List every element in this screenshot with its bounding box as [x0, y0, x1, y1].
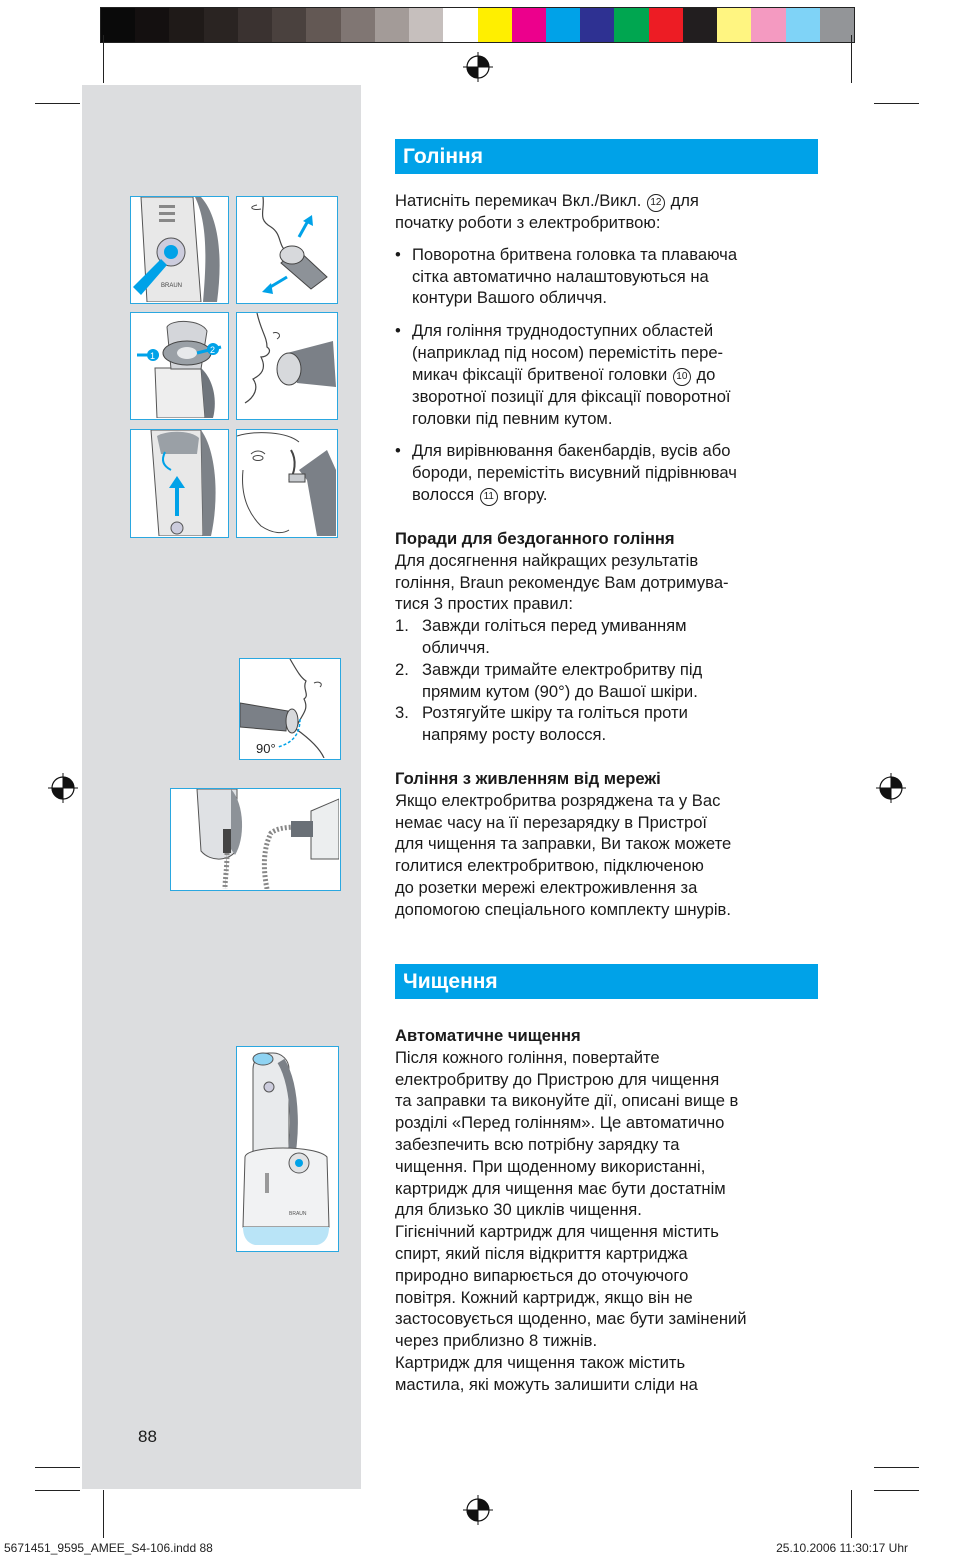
text-line: та заправки та виконуйте дії, описані вище в — [395, 1091, 739, 1111]
bullet-line: волосся — [412, 484, 475, 504]
numbered-item — [395, 659, 825, 703]
text-line: забезпечить всю потрібну зарядку та — [395, 1134, 680, 1154]
text-line: немає часу на її перезарядку в Пристрої — [395, 812, 708, 832]
text-line: Для досягнення найкращих результатів — [395, 550, 699, 570]
text-line: чищення. При щоденному використанні, — [395, 1156, 706, 1176]
page-number: 88 — [138, 1427, 157, 1446]
bullet-line: головки під певним кутом. — [412, 408, 613, 428]
bullet-dot: • — [395, 321, 401, 341]
text-line: Завжди голіться перед умиванням — [422, 616, 687, 636]
crop-mark — [851, 35, 852, 83]
intro-paragraph — [395, 190, 825, 234]
numbered-item — [395, 615, 825, 659]
crop-mark — [103, 1490, 104, 1538]
text-line: мастила, які можуть залишити сліди на — [395, 1374, 698, 1394]
part-number-badge: 10 — [673, 368, 691, 386]
figure-switch-on — [130, 196, 229, 304]
crop-mark — [874, 103, 919, 104]
bullet-dot: • — [395, 244, 401, 264]
text-line: голитися електробритвою, підключеною — [395, 856, 704, 876]
text-line: природно випарюється до оточуючого — [395, 1265, 689, 1285]
crop-mark — [851, 1490, 852, 1538]
crop-mark — [35, 1467, 80, 1468]
crop-mark — [874, 1490, 919, 1491]
text-line: для близько 30 циклів чищення. — [395, 1200, 642, 1220]
text-line: Завжди тримайте електробритву під — [422, 659, 703, 679]
figure-trimmer-up — [130, 429, 229, 538]
part-number-badge: 12 — [647, 194, 665, 212]
bullet-line: Для вирівнювання бакенбардів, вусів або — [412, 441, 731, 461]
figure-under-nose — [236, 312, 338, 420]
item-number: 1. — [395, 616, 409, 636]
mains-heading: Гоління з живленням від мережі — [395, 768, 661, 788]
figure-cleaning-center — [236, 1046, 339, 1252]
figure-lock-switch — [130, 312, 229, 420]
figure-sideburns — [236, 429, 338, 538]
text-line: Після кожного гоління, повертайте — [395, 1047, 660, 1067]
text-line: допомогою спеціального комплекту шнурів. — [395, 899, 731, 919]
item-number: 2. — [395, 659, 409, 679]
text-line: тися 3 простих правил: — [395, 594, 573, 614]
bullet-item — [395, 244, 825, 309]
auto-clean-heading: Автоматичне чищення — [395, 1026, 581, 1045]
footer-filename: 5671451_9595_AMEE_S4-106.indd 88 — [4, 1541, 213, 1555]
text-line: прямим кутом (90°) до Вашої шкіри. — [422, 681, 698, 701]
figure-mains-cord — [170, 788, 341, 891]
numbered-item — [395, 702, 825, 746]
bullet-line: (наприклад під носом) перемістіть пере- — [412, 342, 724, 362]
crop-mark — [35, 103, 80, 104]
auto-clean-paragraph — [395, 1047, 825, 1396]
text-line: Гігієнічний картридж для чищення містить — [395, 1222, 719, 1242]
text-line: Якщо електробритва розряджена та у Вас — [395, 790, 721, 810]
text-line: застосовується щоденно, має бути замінений — [395, 1309, 747, 1329]
bullet-item — [395, 440, 825, 506]
cleaning-body — [395, 1025, 825, 1396]
registration-mark-icon — [876, 773, 906, 803]
registration-mark-icon — [463, 1495, 493, 1525]
color-bar-frame — [100, 7, 855, 43]
text-line: картридж для чищення має бути достатнім — [395, 1178, 726, 1198]
text-line: обличчя. — [422, 637, 490, 657]
text-line: для чищення та заправки, Ви також можете — [395, 834, 732, 854]
step-2-badge: 2 — [210, 345, 216, 355]
crop-mark — [103, 35, 104, 83]
footer-timestamp: 25.10.2006 11:30:17 Uhr — [776, 1541, 908, 1555]
figure-90-degree-angle — [239, 658, 341, 760]
text-line: електробритву до Пристрою для чищення — [395, 1069, 720, 1089]
item-number: 3. — [395, 703, 409, 723]
section-title: Гоління — [403, 145, 483, 168]
text-line: Картридж для чищення також містить — [395, 1352, 686, 1372]
angle-label: 90° — [256, 741, 276, 756]
bullet-line: вгору. — [503, 484, 548, 504]
registration-mark-icon — [463, 52, 493, 82]
text-line: розділі «Перед голінням». Це автоматично — [395, 1113, 725, 1133]
intro-text: для — [670, 191, 699, 210]
part-number-badge: 11 — [480, 488, 498, 506]
intro-text: Натисніть перемикач Вкл./Викл. — [395, 191, 642, 210]
shaving-body — [395, 190, 825, 921]
text-line: повітря. Кожний картридж, якщо він не — [395, 1287, 693, 1307]
bullet-line: сітка автоматично налаштовуються на — [412, 266, 709, 286]
bullet-item — [395, 320, 825, 429]
bullet-line: микач фіксації бритвеної головки — [412, 364, 668, 384]
text-line: напряму росту волосся. — [422, 725, 607, 745]
bullet-dot: • — [395, 441, 401, 461]
text-line: до розетки мережі електроживлення за — [395, 877, 698, 897]
bullet-line: Для гоління труднодоступних областей — [412, 321, 714, 341]
crop-mark — [35, 1490, 80, 1491]
section-header-shaving — [395, 139, 818, 174]
bullet-line: контури Вашого обличчя. — [412, 288, 608, 308]
bullet-line: бороди, перемістіть висувний підрівнювач — [412, 463, 737, 483]
tips-intro — [395, 550, 825, 615]
crop-mark — [874, 1467, 919, 1468]
tips-heading: Поради для бездоганного гоління — [395, 528, 675, 548]
text-line: спирт, який після відкриття картриджа — [395, 1243, 688, 1263]
registration-mark-icon — [48, 773, 78, 803]
section-title: Чищення — [403, 970, 498, 993]
text-line: гоління, Braun рекомендує Вам дотримува- — [395, 572, 729, 592]
section-header-cleaning — [395, 964, 818, 999]
text-line: через приблизно 8 тижнів. — [395, 1331, 598, 1351]
figure-pivoting-head — [236, 196, 338, 304]
bullet-line: Поворотна бритвена головка та плаваюча — [412, 244, 738, 264]
bullet-line: зворотної позиції для фіксації поворотної — [412, 386, 731, 406]
brand-logo: BRAUN — [161, 283, 183, 289]
step-1-badge: 1 — [150, 351, 156, 361]
bullet-line: до — [696, 364, 716, 384]
mains-paragraph — [395, 790, 825, 921]
brand-logo: BRAUN — [289, 1211, 307, 1217]
intro-text: початку роботи з електробритвою: — [395, 213, 661, 232]
text-line: Розтягуйте шкіру та голіться проти — [422, 703, 688, 723]
